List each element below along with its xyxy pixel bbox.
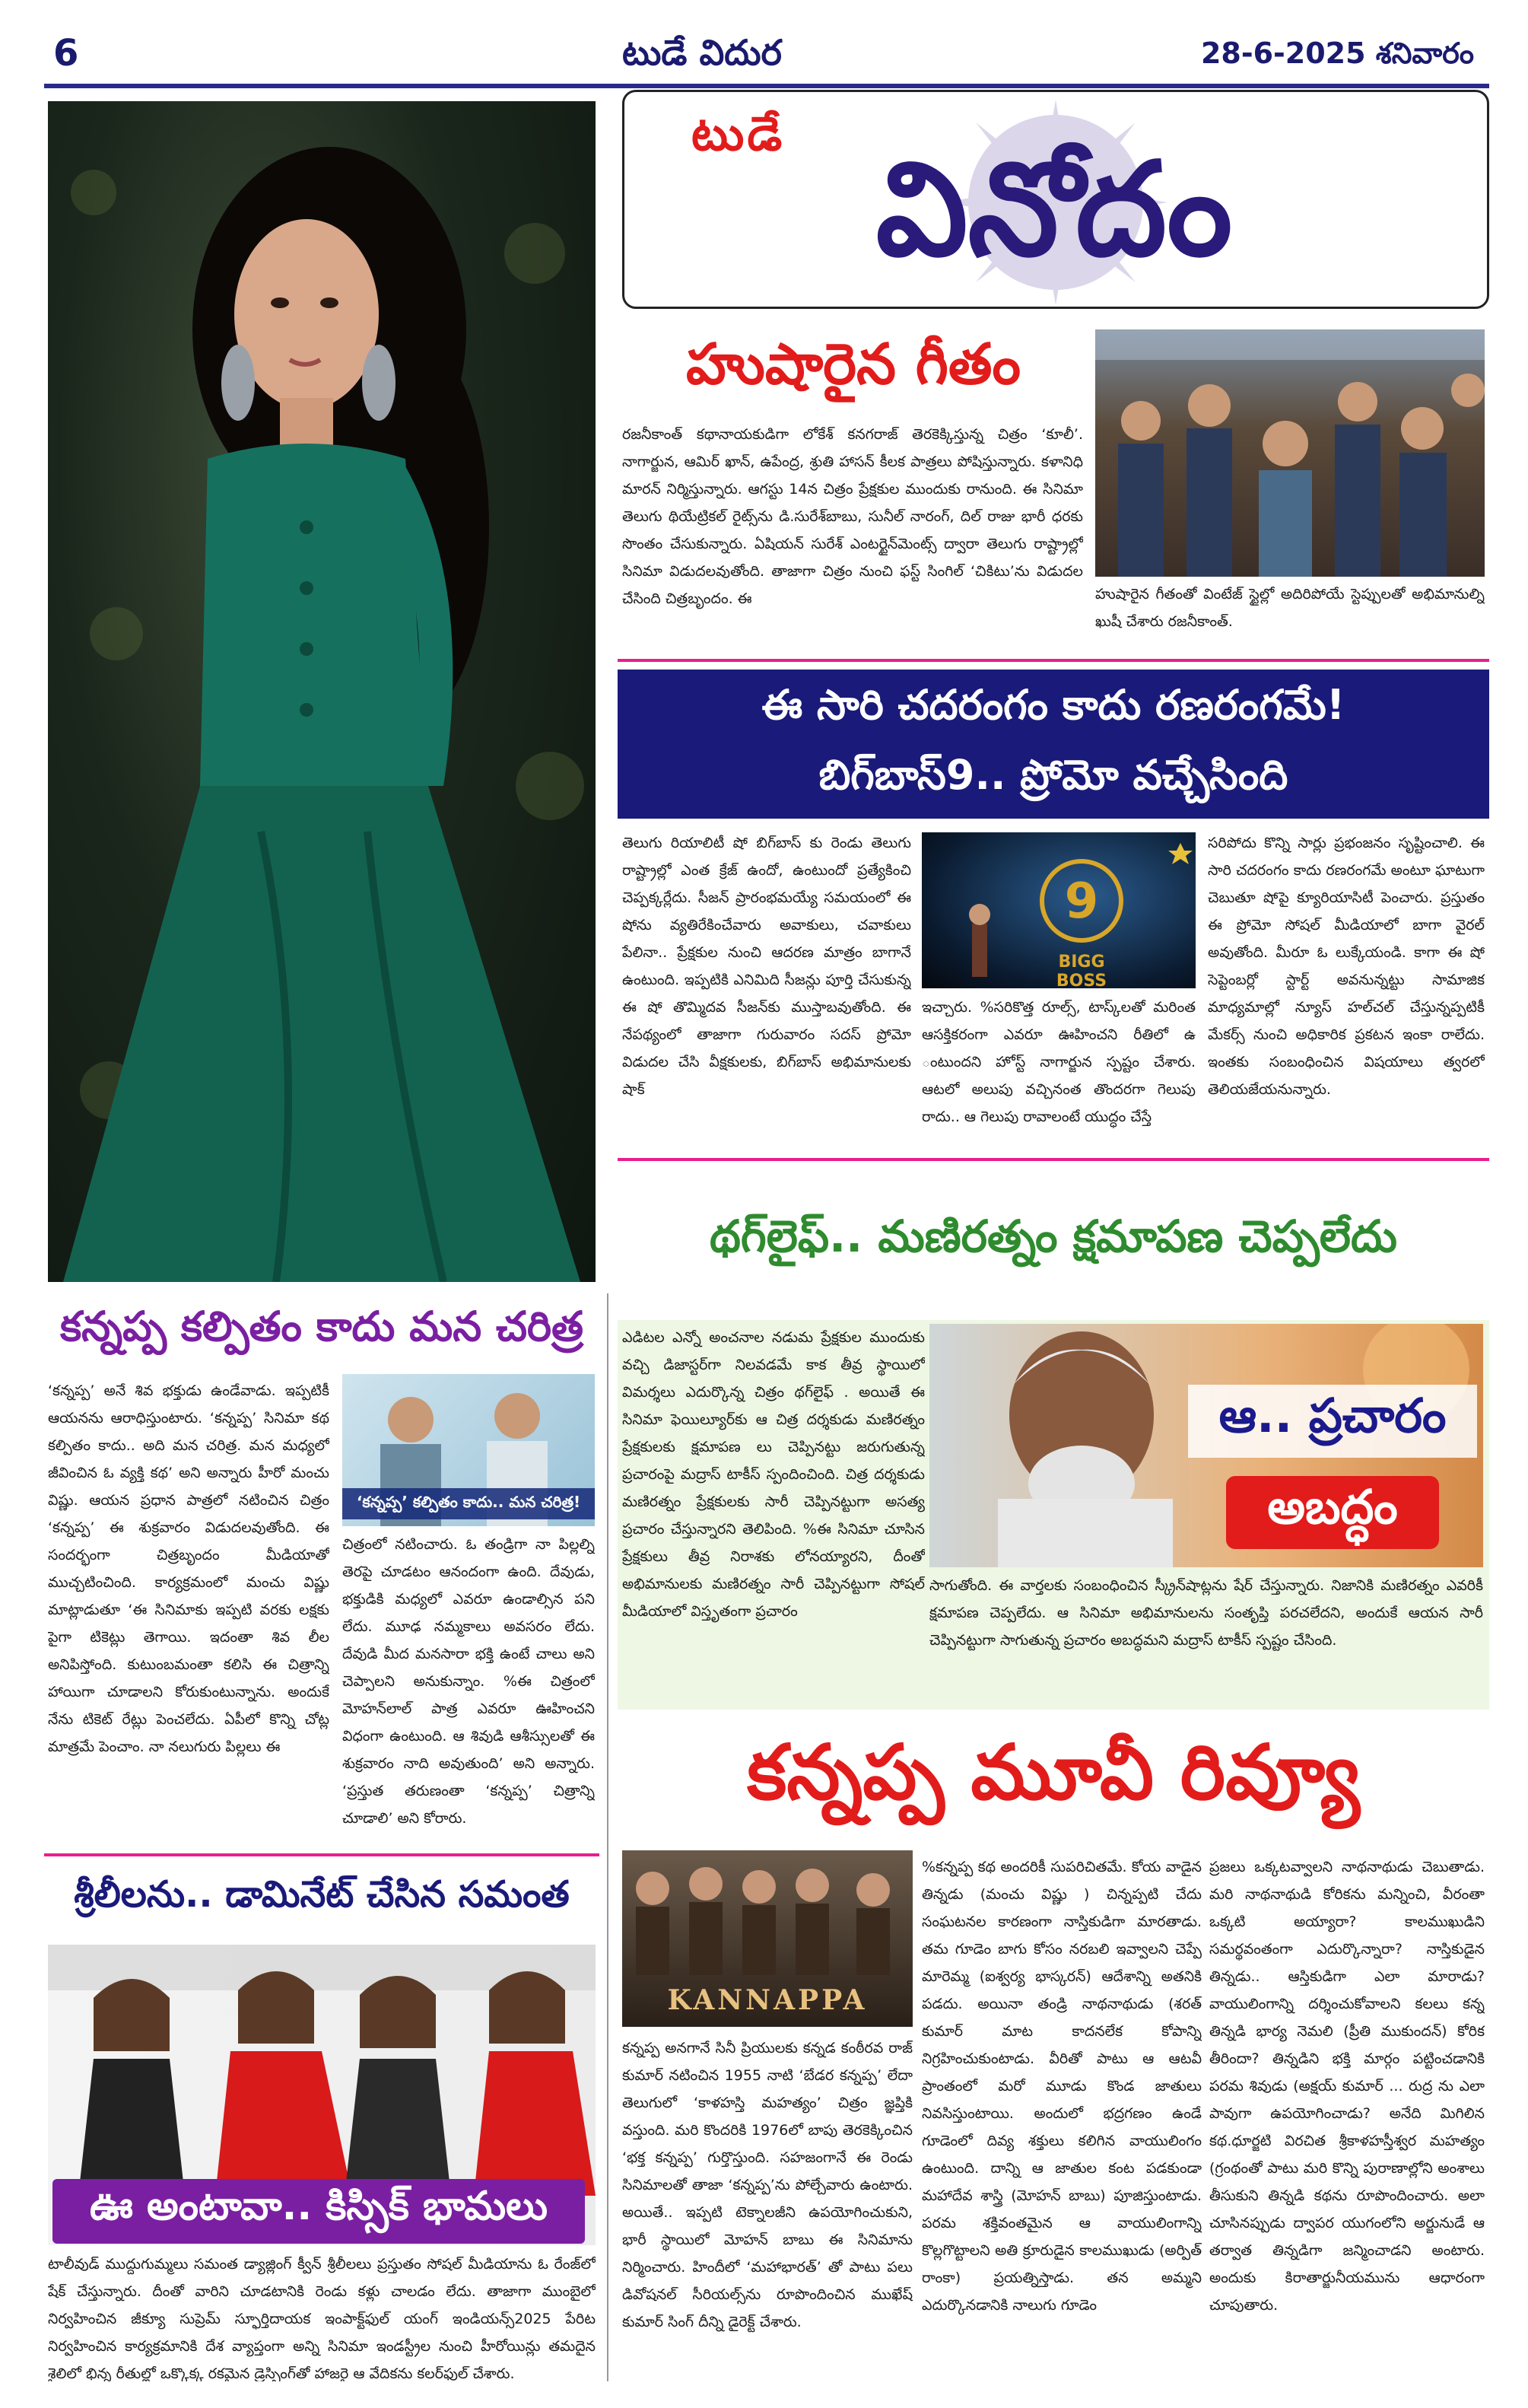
svg-text:9: 9	[1064, 873, 1099, 930]
story5-poster	[622, 1850, 913, 2027]
story1-headline: హుషారైన గీతం	[685, 332, 1021, 397]
story6-overlay-text: ఊ అంటావా.. కిస్సిక్ భామలు	[52, 2179, 585, 2244]
masthead-big-text: వినోదం	[875, 135, 1233, 285]
story2-headline2: బిగ్‌బాస్‌9.. ప్రోమో వచ్చేసింది	[818, 750, 1288, 799]
story1-photo	[1095, 329, 1485, 577]
story4-headline: కన్నప్ప కల్పితం కాదు మన చరిత్ర	[59, 1302, 584, 1350]
masthead	[622, 90, 1489, 309]
divider	[618, 659, 1489, 662]
story3-overlay-line1: ఆ.. ప్రచారం	[1188, 1385, 1477, 1458]
story3-photo	[929, 1324, 1483, 1567]
column-rule	[607, 1293, 608, 2381]
story6-body: టాలీవుడ్ ముద్దుగుమ్మలు సమంత డ్యాజ్లింగ్ క్వీన్ శ్రీలీలలు ప్రస్తుతం సోషల్ మీడియాను ఓ రేంజ్‌లో షేక్ చేస్తున్నారు. దీంతో వారిని చూడటానికి రెండు కళ్లు చాలడం లేదు. తాజాగా ముంబైలో నిర్వహించిన జీక్యూ సుప్రెమ్ స్ఫూర్తిదాయక ఇంపాక్ట్‌ఫుల్ యంగ్ ఇండియన్స్2025 పేరిట నిర్వహించిన కార్యక్రమానికి దేశ వ్యాప్తంగా అన్ని సినిమా ఇండస్ట్రీల నుంచి హీరోయిన్లు తమదైన శైలిలో భిన్న రీతుల్లో ఒక్కొక్క రకమైన డ్రెస్సింగ్‌తో హాజరై ఆ వేదికను కలర్‌ఫుల్ చేశారు.	[48, 2256, 596, 2381]
divider	[44, 1853, 599, 1856]
page-header	[44, 30, 1489, 88]
story4-photo-caption: ‘కన్నప్ప’ కల్పితం కాదు.. మన చరిత్ర!	[342, 1488, 595, 1519]
story5-headline: కన్నప్ప మూవీ రివ్యూ	[747, 1728, 1360, 1817]
story5-col3: ప్రజలు ఒక్కటవ్వాలని నాథనాథుడు చెబుతాడు. మరి నాథనాథుడి కోరికను మన్నించి, వీరంతా ఒక్కటి అయ్యారా? కాలముఖుడిని సమర్థవంతంగా ఎదుర్కొన్నారా? నాస్తికుడైన తిన్నడు.. ఆస్తికుడిగా ఎలా మారాడు? వాయులింగాన్ని దర్శించుకోవాలని కలలు కన్న తిన్నడి భార్య నెమలి (ప్రీతి ముకుందన్) కోరిక తీరిందా? తిన్నడిని భక్తి మార్గం పట్టించడానికి పరమ శివుడు (అక్షయ్ కుమార్ ... రుద్ర ను ఎలా పావుగా ఉపయోగించాడు? అనేది మిగిలిన కథ.ధూర్జటి విరచిత శ్రీకాళహస్తీశ్వర మహత్యం (గ్రంథంతో పాటు మరి కొన్ని పురాణాల్లోని అంశాలు తీసుకుని తిన్నడి కథను రూపొందించారు. అలా చూసినప్పుడు ద్వాపర యుగంలోని అర్జునుడే ఆ తర్వాత తిన్నడిగా జన్మించాడని అంటారు. అందుకు కిరాతార్జునీయమును ఆధారంగా చూపుతారు.	[1209, 1859, 1485, 2314]
story5-poster-title: KANNAPPA	[667, 1984, 868, 2016]
story4-photo	[342, 1374, 595, 1526]
issue-date: 28-6-2025 శనివారం	[1200, 37, 1474, 70]
page-number: 6	[53, 32, 79, 75]
story3-col2: సాగుతోంది. ఈ వార్తలకు సంబంధించిన స్క్రీన్‌షాట్లను షేర్ చేస్తున్నారు. నిజానికి మణిరత్నం ఎవరికీ క్షమాపణ చెప్పలేదు. ఆ సినిమా అభిమానులను సంతృప్తి పరచలేదని, అందుకే ఆయన సారీ చెప్పినట్టుగా సాగుతున్న ప్రచారం అబద్ధమని మద్రాస్ టాకీస్ స్పష్టం చేసింది.	[929, 1577, 1483, 1649]
story2-headline-box	[618, 670, 1489, 819]
story6-photo	[48, 1945, 596, 2245]
actress-figure	[48, 101, 596, 1282]
paper-name: టుడే విదుర	[622, 32, 782, 73]
story1-side-text: హుషారైన గీతంతో వింటేజ్ స్టైల్లో అదిరిపోయే స్టెప్పులతో అభిమానుల్ని ఖుషీ చేశారు రజనీకాంత్.	[1095, 586, 1485, 630]
crowd-photo-icon	[1095, 329, 1485, 577]
story4-col2: చిత్రంలో నటించారు. ఓ తండ్రిగా నా పిల్లల్ని తెరపై చూడటం ఆనందంగా ఉంది. దేవుడు, భక్తుడికి మధ్యలో ఎవరూ ఉండాల్సిన పని లేదు. మూఢ నమ్మకాలు అవసరం లేదు. దేవుడి మీద మనసారా భక్తి ఉంటే చాలు అని చెప్పాలని అనుకున్నాం. %ఈ చిత్రంలో మోహన్‌లాల్ పాత్ర ఎవరూ ఊహించని విధంగా ఉంటుంది. ఆ శివుడి ఆశీస్సులతో ఈ శుక్రవారం నాది అవుతుంది’ అని అన్నారు. ‘ప్రస్తుత తరుణంతా ‘కన్నప్ప’ చిత్రాన్ని చూడాలి’ అని కోరారు.	[342, 1536, 595, 1827]
story2-col2: ఇచ్చారు. %సరికొత్త రూల్స్, టాస్క్‌లతో మరింత ఆసక్తికరంగా ఎవరూ ఊహించని రీతిలో ఉ ంటుందని హోస్ట్ నాగార్జున స్పష్టం చేశారు. ఆటలో అలుపు వచ్చినంత తొందరగా గెలుపు రాదు.. ఆ గెలుపు రావాలంటే యుద్ధం చేస్తే	[922, 999, 1196, 1125]
story2-headline1: ఈ సారి చదరంగం కాదు రణరంగమే!	[761, 680, 1345, 729]
story4-col1: ‘కన్నప్ప’ అనే శివ భక్తుడు ఉండేవాడు. ఇప్పటికీ ఆయనను ఆరాధిస్తుంటారు. ‘కన్నప్ప’ సినిమా కథ కల్పితం కాదు.. అది మన చరిత్ర. మన మధ్యలో జీవించిన ఓ వ్యక్తి కథ’ అని అన్నారు హీరో మంచు విష్ణు. ఆయన ప్రధాన పాత్రలో నటించిన చిత్రం ‘కన్నప్ప’ ఈ శుక్రవారం విడుదలవుతోంది. ఈ సందర్భంగా చిత్రబృందం మీడియాతో ముచ్చటించింది. కార్యక్రమంలో మంచు విష్ణు మాట్లాడుతూ ‘ఈ సినిమాకు ఇప్పటి వరకు లక్షకు పైగా టికెట్లు తెగాయి. ఇదంతా శివ లీల అనిపిస్తోంది. కుటుంబమంతా కలిసి ఈ చిత్రాన్ని హాయిగా చూడాలని కోరుకుంటున్నాను. అందుకే నేను టికెట్ రేట్లు పెంచలేదు. ఏపీలో కొన్ని చోట్ల మాత్రమే పెంచాం. నా నలుగురు పిల్లలు ఈ	[48, 1382, 329, 1755]
story5-col2: %కన్నప్ప కథ అందరికీ సుపరిచితమే. కోయ వాడైన తిన్నడు (మంచు విష్ణు ) చిన్నప్పటి చేదు సంఘటనల కారణంగా నాస్తికుడిగా మారతాడు. తమ గూడెం బాగు కోసం నరబలి ఇవ్వాలని చెప్పే మారెమ్మ (ఐశ్వర్య భాస్కరన్) ఆదేశాన్ని అతనికి పడదు. అయినా తండ్రి నాథనాథుడు (శరత్ కుమార్ మాట కాదనలేక కోపాన్ని నిగ్రహించుకుంటాడు. వీరితో పాటు ఆ ఆటవీ ప్రాంతంలో మరో మూడు కొండ జాతులు నివసిస్తుంటాయి. అందులో భద్రగణం ఉండే గూడెంలో దివ్య శక్తులు కలిగిన వాయులింగం ఉంటుంది. దాన్ని ఆ జాతుల కంట పడకుండా మహాదేవ శాస్త్రి (మోహన్ బాబు) పూజిస్తుంటాడు. పరమ శక్తివంతమైన ఆ వాయులింగాన్ని కొల్లగొట్టాలని అతి క్రూరుడైన కాలముఖుడు (అర్పిత్ రాంకా) ప్రయత్నిస్తాడు. తన అమ్మని ఎదుర్కొనడానికి నాలుగు గూడెం	[922, 1859, 1202, 2314]
masthead-small-text: టుడే	[691, 106, 786, 161]
story3-col1: ఎడిటల ఎన్నో అంచనాల నడుమ ప్రేక్షకుల ముందుకు వచ్చి డిజాస్టర్‌గా నిలవడమే కాక తీవ్ర స్థాయిలో విమర్శలు ఎదుర్కొన్న చిత్రం థగ్‌లైఫ్ . అయితే ఈ సినిమా ఫెయిల్యూర్‌కు ఆ చిత్ర దర్శకుడు మణిరత్నం ప్రేక్షకులకు క్షమాపణ లు చెప్పినట్టు జరుగుతున్న ప్రచారంపై మద్రాస్ టాకీస్ స్పందించింది. చిత్ర దర్శకుడు మణిరత్నం ప్రేక్షకులకు సారీ చెప్పినట్టుగా అసత్య ప్రచారం చేస్తున్నారని తెలిపింది. %ఈ సినిమా చూసిన ప్రేక్షకులు తీవ్ర నిరాశకు లోనయ్యారని, దీంతో అభిమానులకు మణిరత్నం సారీ చెప్పినట్టుగా సోషల్ మీడియాలో విస్తృతంగా ప్రచారం	[622, 1329, 925, 1620]
divider	[618, 1158, 1489, 1161]
story3-headline: థగ్‌లైఫ్.. మణిరత్నం క్షమాపణ చెప్పలేదు	[709, 1210, 1397, 1262]
story2-logo-image	[922, 832, 1196, 988]
actress-photo	[48, 101, 596, 1282]
story2-col3: సరిపోదు కొన్ని సార్లు ప్రభంజనం సృష్టించాలి. ఈ సారి చదరంగం కాదు రణరంగమే అంటూ ఘాటుగా చెబుతూ షోపై క్యూరియాసిటీ పెంచారు. ప్రస్తుతం ఈ ప్రోమో సోషల్ మీడియాలో బాగా వైరల్ అవుతోంది. మీరూ ఓ లుక్కేయండి. కాగా ఈ షో సెప్టెంబర్లో స్టార్ట్ అవనున్నట్టు సామాజిక మాధ్యమాల్లో న్యూస్ హల్‌చల్ చేస్తున్నప్పటికీ మేకర్స్ నుంచి అధికారిక ప్రకటన ఇంకా రాలేదు. ఇంతకు సంబంధించిన విషయాలు త్వరలో తెలియజేయనున్నారు.	[1208, 835, 1485, 1098]
story5-col1: కన్నప్ప అనగానే సినీ ప్రియులకు కన్నడ కంఠీరవ రాజ్ కుమార్ నటించిన 1955 నాటి ‘బేడర కన్నప్ప’ లేదా తెలుగులో ‘కాళహస్తి మహత్యం’ చిత్రం జ్ఞప్తికి వస్తుంది. మరి కొందరికి 1976లో బాపు తెరకెక్కించిన ‘భక్త కన్నప్ప’ గుర్తొస్తుంది. సహజంగానే ఈ రెండు సినిమాలతో తాజా ‘కన్నప్ప’ను పోల్చేవారు ఉంటారు. అయితే.. ఇప్పటి టెక్నాలజీని ఉపయోగించుకుని, భారీ స్థాయిలో మోహన్ బాబు ఈ సినిమాను నిర్మించారు. హిందీలో ‘మహాభారత్’ తో పాటు పలు డివోషనల్ సీరియల్స్‌ను రూపొందించిన ముఖేష్ కుమార్ సింగ్ దీన్ని డైరెక్ట్ చేశారు.	[622, 2040, 913, 2330]
story2-col1: తెలుగు రియాలిటీ షో బిగ్‌బాస్ కు రెండు తెలుగు రాష్ట్రాల్లో ఎంత క్రేజ్ ఉందో, ఉంటుందో ప్రత్యేకించి చెప్పక్కర్లేదు. సీజన్ ప్రారంభమయ్యే సమయంలో ఈ షోను వ్యతిరేకించేవారు అవాకులు, చవాకులు పేలినా.. ప్రేక్షకుల నుంచి ఆదరణ మాత్రం బాగానే ఉంటుంది. ఇప్పటికి ఎనిమిది సీజన్లు పూర్తి చేసుకున్న ఈ షో తొమ్మిదవ సీజన్‌కు ముస్తాబవుతోంది. ఈ నేపథ్యంలో తాజాగా గురువారం సదస్ ప్రోమో విడుదల చేసి వీక్షకులకు, బిగ్‌బాస్ అభిమానులకు షాక్	[622, 835, 911, 1098]
story6-headline: శ్రీలీలను.. డామినేట్ చేసిన సమంత	[74, 1873, 570, 1916]
story3-overlay	[1188, 1377, 1477, 1560]
bigg-boss-logo-text: BIGG BOSS	[1056, 953, 1107, 988]
story3-overlay-line2: అబద్ధం	[1226, 1476, 1439, 1549]
story1-body: రజనీకాంత్ కథానాయకుడిగా లోకేశ్ కనగరాజ్ తెరకెక్కిస్తున్న చిత్రం ‘కూలీ’. నాగార్జున, ఆమిర్ ఖాన్, ఉపేంద్ర, శ్రుతి హాసన్ కీలక పాత్రలు పోషిస్తున్నారు. కళానిధి మారన్ నిర్మిస్తున్నారు. ఆగస్టు 14న చిత్రం ప్రేక్షకుల ముందుకు రానుంది. ఈ సినిమా తెలుగు థియేట్రికల్ రైట్స్‌ను డి.సురేశ్‌బాబు, సునీల్ నారంగ్, దిల్ రాజు భారీ ధరకు సొంతం చేసుకున్నారు. ఏషియన్ సురేశ్ ఎంటర్టైన్‌మెంట్స్ ద్వారా తెలుగు రాష్ట్రాల్లో సినిమా విడుదలవుతోంది. తాజాగా చిత్రం నుంచి ఫస్ట్ సింగిల్ ‘చికిటు’ను విడుదల చేసింది చిత్రబృందం. ఈ	[622, 426, 1083, 607]
